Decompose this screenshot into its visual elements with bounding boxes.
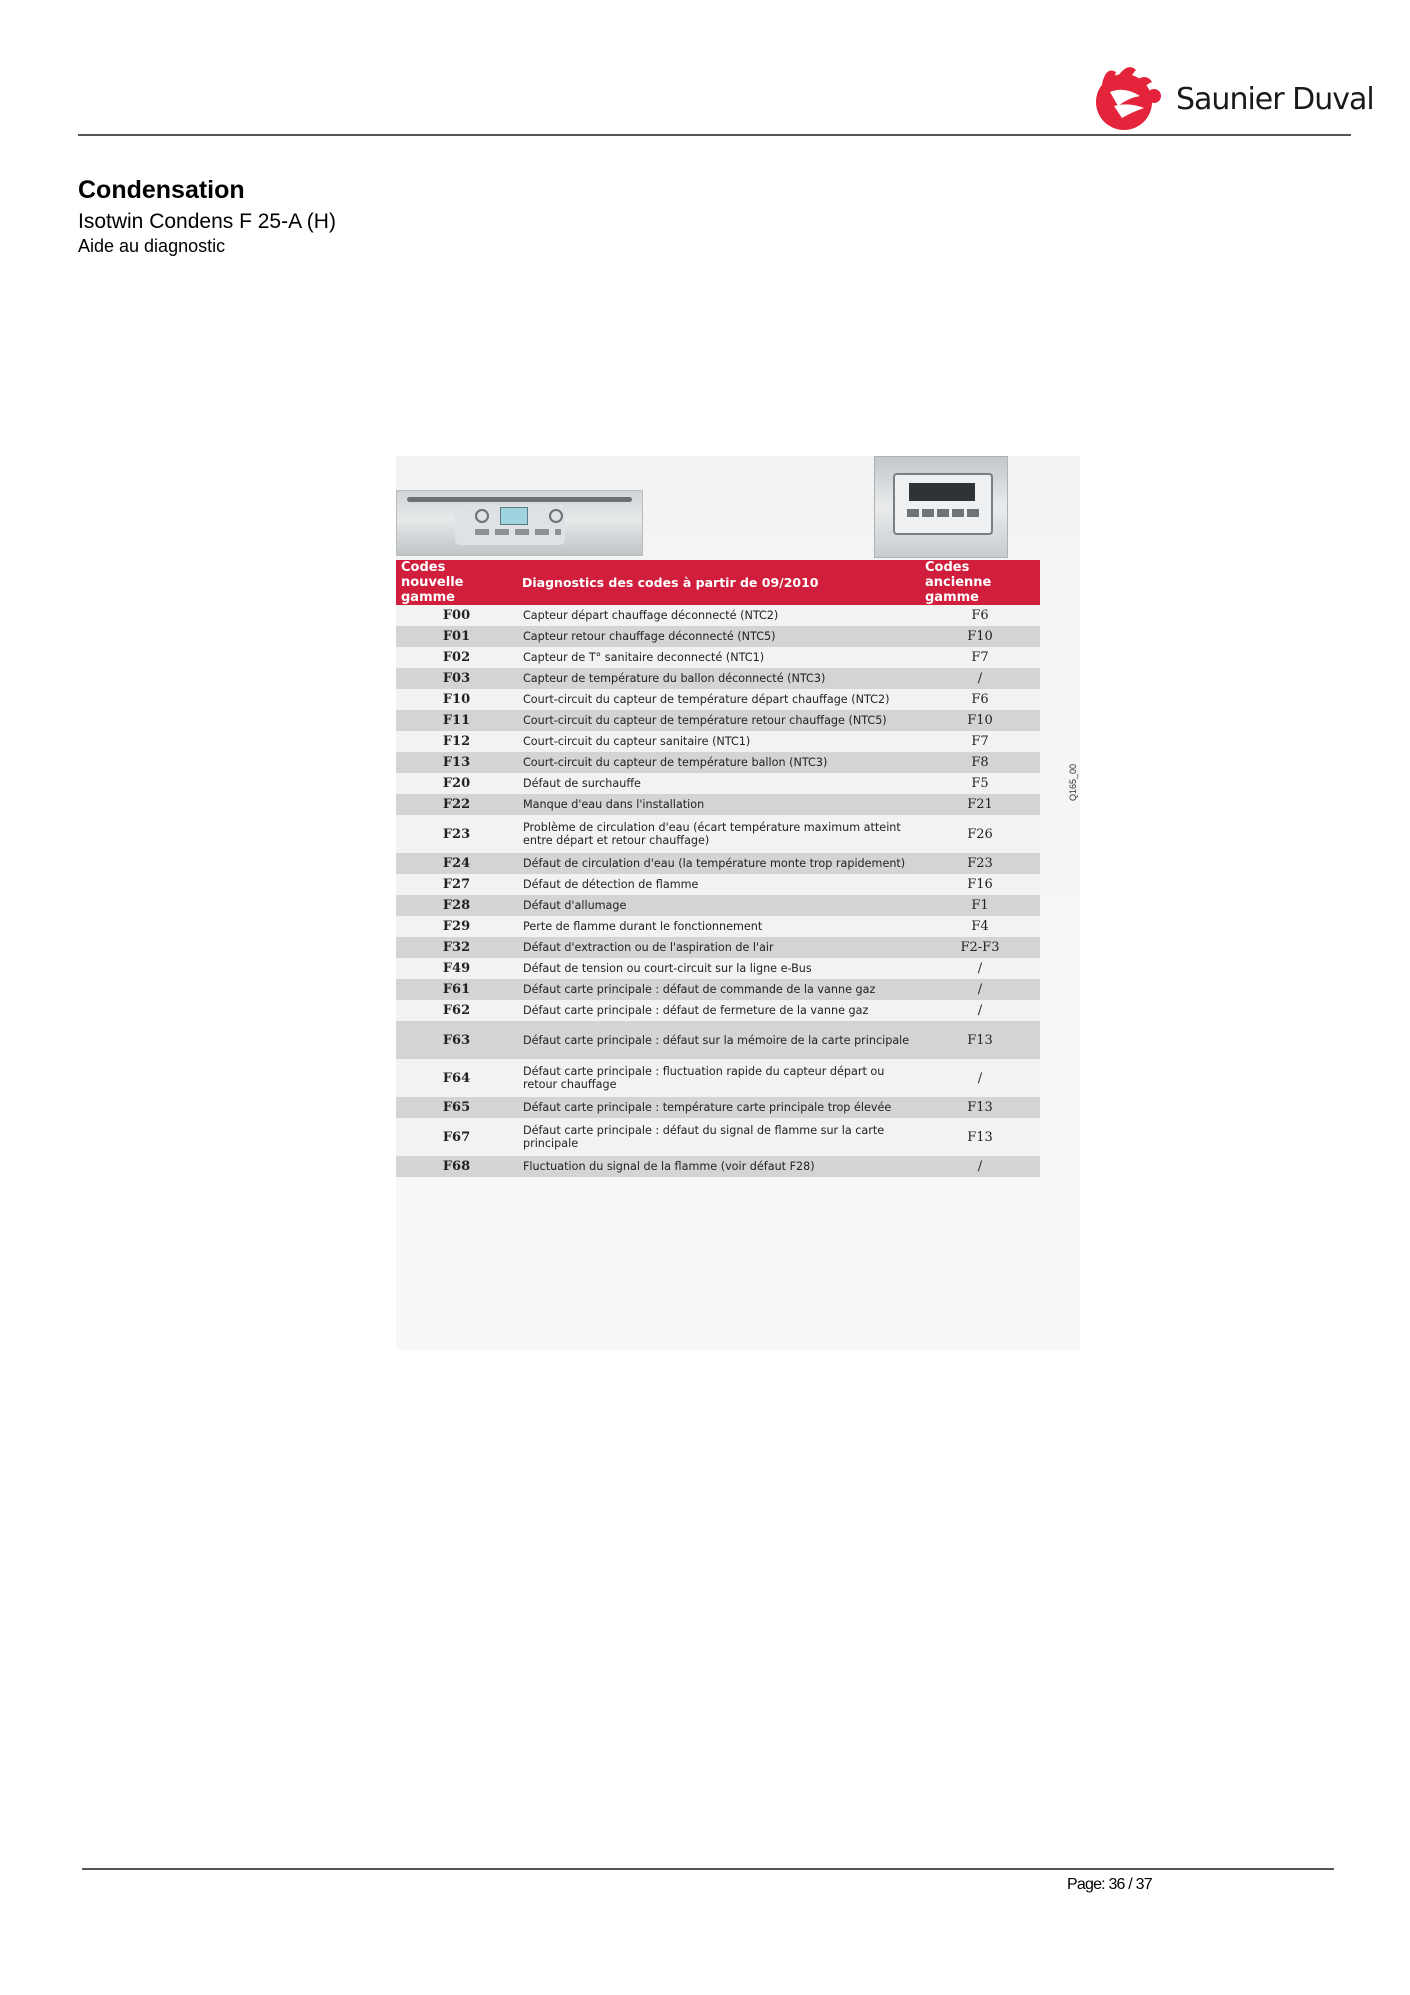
table-row	[396, 916, 1040, 937]
old-code-cell: /	[920, 668, 1040, 689]
diagnostic-cell: Court-circuit du capteur de température ballon (NTC3)	[517, 752, 920, 773]
boiler-panel-photo-old	[874, 456, 1008, 558]
header-new-codes: Codes nouvelle gamme	[396, 560, 517, 605]
diagnostic-cell: Capteur de température du ballon déconnecté (NTC3)	[517, 668, 920, 689]
old-code-cell: F5	[920, 773, 1040, 794]
brand-name: Saunier Duval	[1176, 82, 1374, 117]
boiler-panel-photo-new	[396, 490, 643, 556]
table-row	[396, 689, 1040, 710]
diagnostic-cell: Capteur retour chauffage déconnecté (NTC5)	[517, 626, 920, 647]
new-code-cell: F20	[396, 773, 517, 794]
old-code-cell: F4	[920, 916, 1040, 937]
new-code-cell: F10	[396, 689, 517, 710]
new-code-cell: F02	[396, 647, 517, 668]
diagnostic-cell: Défaut carte principale : défaut de fermeture de la vanne gaz	[517, 1000, 920, 1021]
old-code-cell: F10	[920, 626, 1040, 647]
new-code-cell: F68	[396, 1156, 517, 1177]
diagnostic-cell: Capteur de T° sanitaire deconnecté (NTC1)	[517, 647, 920, 668]
old-code-cell: F2-F3	[920, 937, 1040, 958]
old-code-cell: F10	[920, 710, 1040, 731]
old-code-cell: F26	[920, 815, 1040, 853]
table-row	[396, 895, 1040, 916]
table-row	[396, 710, 1040, 731]
table-header-row	[396, 560, 1040, 605]
diagnostic-cell: Capteur départ chauffage déconnecté (NTC2)	[517, 605, 920, 626]
fault-codes-table	[396, 560, 1040, 1177]
old-code-cell: F16	[920, 874, 1040, 895]
diagnostic-figure	[396, 456, 1080, 1350]
table-row	[396, 1097, 1040, 1118]
diagnostic-cell: Défaut carte principale : défaut de commande de la vanne gaz	[517, 979, 920, 1000]
table-row	[396, 773, 1040, 794]
table-row	[396, 794, 1040, 815]
table-row	[396, 731, 1040, 752]
diagnostic-cell: Défaut carte principale : température carte principale trop élevée	[517, 1097, 920, 1118]
table-row	[396, 626, 1040, 647]
old-code-cell: F6	[920, 689, 1040, 710]
document-section: Aide au diagnostic	[78, 236, 226, 256]
old-code-cell: /	[920, 979, 1040, 1000]
header-diagnostics: Diagnostics des codes à partir de 09/2010	[517, 560, 920, 605]
diagnostic-cell: Défaut d'allumage	[517, 895, 920, 916]
diagnostic-cell: Court-circuit du capteur de température retour chauffage (NTC5)	[517, 710, 920, 731]
table-row	[396, 668, 1040, 689]
old-code-cell: F13	[920, 1097, 1040, 1118]
table-row	[396, 874, 1040, 895]
table-row	[396, 1000, 1040, 1021]
new-code-cell: F62	[396, 1000, 517, 1021]
old-code-cell: F21	[920, 794, 1040, 815]
table-row	[396, 1156, 1040, 1177]
new-code-cell: F28	[396, 895, 517, 916]
figure-reference: Q165_00	[1068, 763, 1078, 801]
old-code-cell: /	[920, 1059, 1040, 1097]
table-row	[396, 752, 1040, 773]
diagnostic-cell: Fluctuation du signal de la flamme (voir défaut F28)	[517, 1156, 920, 1177]
document-title: Condensation	[78, 176, 245, 204]
table-row	[396, 979, 1040, 1000]
old-code-cell: F7	[920, 647, 1040, 668]
new-code-cell: F01	[396, 626, 517, 647]
new-code-cell: F22	[396, 794, 517, 815]
new-code-cell: F13	[396, 752, 517, 773]
table-row	[396, 1059, 1040, 1097]
table-row	[396, 853, 1040, 874]
old-code-cell: F7	[920, 731, 1040, 752]
new-code-cell: F12	[396, 731, 517, 752]
new-code-cell: F11	[396, 710, 517, 731]
table-row	[396, 1021, 1040, 1059]
old-code-cell: F6	[920, 605, 1040, 626]
brand-logo	[1088, 62, 1374, 132]
new-code-cell: F32	[396, 937, 517, 958]
table-row	[396, 958, 1040, 979]
new-code-cell: F03	[396, 668, 517, 689]
new-code-cell: F23	[396, 815, 517, 853]
document-subtitle: Isotwin Condens F 25-A (H)	[78, 210, 336, 233]
header-old-codes: Codes ancienne gamme	[920, 560, 1040, 605]
diagnostic-cell: Défaut de circulation d'eau (la température monte trop rapidement)	[517, 853, 920, 874]
diagnostic-cell: Défaut carte principale : défaut sur la mémoire de la carte principale	[517, 1021, 920, 1059]
diagnostic-cell: Défaut de détection de flamme	[517, 874, 920, 895]
new-code-cell: F64	[396, 1059, 517, 1097]
table-row	[396, 1118, 1040, 1156]
diagnostic-cell: Court-circuit du capteur de température départ chauffage (NTC2)	[517, 689, 920, 710]
new-code-cell: F24	[396, 853, 517, 874]
diagnostic-cell: Manque d'eau dans l'installation	[517, 794, 920, 815]
old-code-cell: F23	[920, 853, 1040, 874]
old-code-cell: F13	[920, 1021, 1040, 1059]
table-row	[396, 937, 1040, 958]
table-row	[396, 647, 1040, 668]
diagnostic-cell: Défaut de tension ou court-circuit sur la ligne e-Bus	[517, 958, 920, 979]
new-code-cell: F00	[396, 605, 517, 626]
salamander-logo-icon	[1088, 62, 1168, 132]
diagnostic-cell: Défaut carte principale : défaut du signal de flamme sur la carte principale	[517, 1118, 920, 1156]
diagnostic-cell: Défaut d'extraction ou de l'aspiration de l'air	[517, 937, 920, 958]
diagnostic-cell: Problème de circulation d'eau (écart température maximum atteint entre départ et retour chauffage)	[517, 815, 920, 853]
new-code-cell: F27	[396, 874, 517, 895]
diagnostic-cell: Défaut de surchauffe	[517, 773, 920, 794]
table-row	[396, 605, 1040, 626]
old-code-cell: F8	[920, 752, 1040, 773]
diagnostic-cell: Court-circuit du capteur sanitaire (NTC1)	[517, 731, 920, 752]
new-code-cell: F65	[396, 1097, 517, 1118]
new-code-cell: F67	[396, 1118, 517, 1156]
old-code-cell: /	[920, 958, 1040, 979]
diagnostic-cell: Défaut carte principale : fluctuation rapide du capteur départ ou retour chauffage	[517, 1059, 920, 1097]
old-code-cell: F1	[920, 895, 1040, 916]
old-code-cell: /	[920, 1156, 1040, 1177]
new-code-cell: F63	[396, 1021, 517, 1059]
new-code-cell: F29	[396, 916, 517, 937]
table-row	[396, 815, 1040, 853]
diagnostic-cell: Perte de flamme durant le fonctionnement	[517, 916, 920, 937]
page-number: Page: 36 / 37	[1067, 1876, 1152, 1893]
old-code-cell: /	[920, 1000, 1040, 1021]
header-divider	[78, 134, 1351, 136]
footer-divider	[82, 1868, 1334, 1870]
old-code-cell: F13	[920, 1118, 1040, 1156]
new-code-cell: F49	[396, 958, 517, 979]
new-code-cell: F61	[396, 979, 517, 1000]
